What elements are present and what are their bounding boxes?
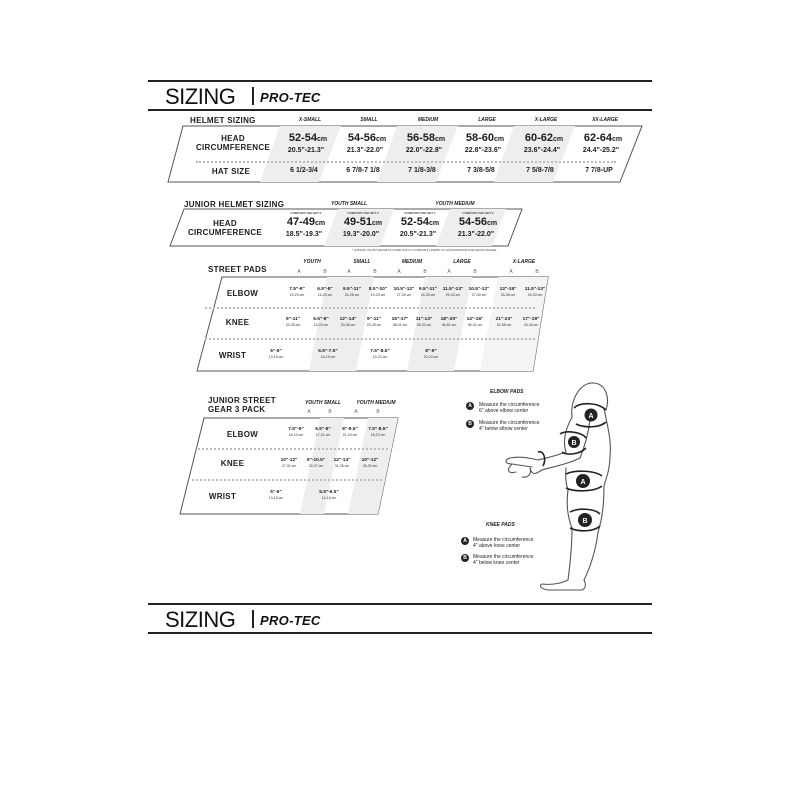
cell-inches: 8.5"-10" bbox=[368, 287, 388, 292]
hat-size-value: 7 5/8-7/8 bbox=[526, 167, 554, 174]
comfort-pad-tag: COMFORT PAD SET 2 bbox=[462, 211, 494, 215]
elbow-badge-a-icon: A bbox=[466, 402, 474, 410]
junior-wrist-label: WRIST bbox=[208, 492, 237, 501]
helmet-cm-number: 62-64 bbox=[583, 132, 612, 144]
helmet-sizing-title: HELMET SIZING bbox=[190, 116, 256, 125]
junior-cm-number: 49-51 bbox=[343, 216, 372, 228]
cell-inches: 9"-11" bbox=[367, 317, 381, 322]
cell-inches: 9"-11" bbox=[286, 317, 300, 322]
helmet-cm-unit: cm bbox=[553, 136, 564, 143]
cell-inches: 6.5"-8" bbox=[315, 427, 331, 432]
cell-cm: 19-23 cm bbox=[370, 292, 386, 297]
helmet-head-label: HEAD CIRCUMFERENCE bbox=[195, 134, 271, 152]
cell-inches: 8"-9" bbox=[425, 349, 437, 354]
junior-street-col-youth-small: YOUTH SMALL bbox=[304, 400, 342, 406]
junior-knee-label: KNEE bbox=[220, 459, 245, 468]
junior-helmet-col-youth-medium: YOUTH MEDIUM bbox=[435, 201, 475, 207]
cell-inches: 7.5"-8.5" bbox=[368, 427, 388, 432]
cell-inches: 17"-19" bbox=[522, 317, 540, 322]
helmet-col-header: SMALL bbox=[360, 117, 378, 123]
street-col-header: YOUTH bbox=[303, 259, 321, 265]
cell-cm: 16-19 cm bbox=[320, 354, 336, 359]
svg-text:B: B bbox=[571, 440, 577, 447]
cell-inches: 11.5"-13" bbox=[524, 287, 546, 292]
cell-inches: 11.5"-13" bbox=[442, 287, 464, 292]
cell-cm: 24-28 cm bbox=[420, 292, 436, 297]
helmet-inch-value: 23.6"-24.4" bbox=[523, 147, 561, 154]
elbow-pads-title: ELBOW PADS bbox=[490, 389, 524, 395]
cell-inches: 8"-9.5" bbox=[342, 427, 358, 432]
junior-cm-number: 54-56 bbox=[458, 216, 487, 228]
street-col-header: MEDIUM bbox=[401, 259, 423, 265]
cell-inches: 10.5"-12" bbox=[393, 287, 415, 292]
cell-inches: 6.5"-8" bbox=[313, 317, 329, 322]
cell-cm: 18-23 cm bbox=[370, 432, 386, 437]
street-elbow-label: ELBOW bbox=[226, 289, 259, 298]
helmet-col-header: MEDIUM bbox=[417, 117, 439, 123]
hat-size-label: HAT SIZE bbox=[211, 167, 251, 176]
cell-inches: 15"-17" bbox=[391, 317, 409, 322]
knee-badge-b-icon: B bbox=[461, 554, 469, 562]
cell-inches: 7.5"-9" bbox=[289, 287, 305, 292]
street-col-b: B bbox=[323, 269, 327, 275]
cell-cm: 27-30 cm bbox=[471, 292, 487, 297]
cell-cm: 14-16 cm bbox=[321, 495, 337, 500]
helmet-cm-unit: cm bbox=[317, 136, 328, 143]
cell-inches: 5.5"-6.5" bbox=[319, 490, 339, 495]
junior-inch-value: 18.5"-19.3" bbox=[285, 231, 323, 238]
junior-elbow-label: ELBOW bbox=[226, 430, 259, 439]
street-col-b: B bbox=[473, 269, 477, 275]
helmet-cm-number: 52-54 bbox=[288, 132, 317, 144]
junior-cm-unit: cm bbox=[429, 220, 440, 227]
junior-helmet-title: JUNIOR HELMET SIZING bbox=[184, 200, 285, 209]
cell-cm: 13-15 cm bbox=[268, 495, 284, 500]
cell-inches: 9.5"-11" bbox=[419, 287, 437, 292]
cell-cm: 28-33 cm bbox=[416, 322, 432, 327]
cell-cm: 52-58 cm bbox=[496, 322, 512, 327]
junior-cm-number: 52-54 bbox=[400, 216, 429, 228]
street-col-b: B bbox=[535, 269, 539, 275]
junior-street-col-b: B bbox=[328, 409, 332, 415]
cell-cm: 19-23 cm bbox=[289, 292, 305, 297]
cell-inches: 10.5"-12" bbox=[468, 287, 490, 292]
comfort-pad-tag: COMFORT PAD SET 1 bbox=[404, 211, 436, 215]
svg-text:B: B bbox=[582, 518, 588, 525]
helmet-cm-number: 56-58 bbox=[406, 132, 435, 144]
cell-cm: 27-30 cm bbox=[396, 292, 412, 297]
street-col-header: SMALL bbox=[353, 259, 371, 265]
hat-size-value: 7 3/8-5/8 bbox=[467, 167, 495, 174]
street-pads-title: STREET PADS bbox=[208, 265, 267, 274]
helmet-cm-unit: cm bbox=[612, 136, 623, 143]
cell-cm: 18-23 cm bbox=[288, 432, 304, 437]
cell-inches: 7.5"-9" bbox=[288, 427, 304, 432]
hat-size-value: 7 7/8-UP bbox=[585, 167, 613, 174]
street-col-a: A bbox=[397, 269, 401, 275]
helmet-cm-unit: cm bbox=[376, 136, 387, 143]
cell-inches: 13"-15" bbox=[499, 287, 517, 292]
helmet-inch-value: 24.4"-25.2" bbox=[582, 147, 620, 154]
helmet-cm-number: 54-56 bbox=[347, 132, 376, 144]
comfort-pad-tag: COMFORT PAD SET 2 bbox=[347, 211, 379, 215]
cell-cm: 13-15 cm bbox=[268, 354, 284, 359]
cell-cm: 30-36 cm bbox=[340, 322, 356, 327]
knee-badge-a-icon: A bbox=[461, 537, 469, 545]
helmet-inch-value: 21.3"-22.0" bbox=[346, 147, 384, 154]
helmet-col-header: LARGE bbox=[478, 117, 496, 123]
elbow-badge-b-icon: B bbox=[466, 420, 474, 428]
footer-title: SIZING bbox=[165, 607, 236, 632]
street-col-a: A bbox=[509, 269, 513, 275]
junior-cm-unit: cm bbox=[487, 220, 498, 227]
junior-inch-value: 21.3"-22.0" bbox=[457, 231, 495, 238]
comfort-pad-tag: COMFORT PAD SET 1 bbox=[290, 211, 322, 215]
cell-cm: 29-33 cm bbox=[527, 292, 543, 297]
cell-cm: 26-30 cm bbox=[362, 463, 378, 468]
street-knee-label: KNEE bbox=[225, 318, 250, 327]
cell-inches: 12"-14" bbox=[333, 458, 351, 463]
cell-cm: 33-38 cm bbox=[500, 292, 516, 297]
cell-inches: 6.5"-8" bbox=[317, 287, 333, 292]
cell-inches: 9.5"-11" bbox=[343, 287, 361, 292]
junior-helmet-head-label: HEAD CIRCUMFERENCE bbox=[187, 219, 263, 237]
hat-size-value: 7 1/8-3/8 bbox=[408, 167, 436, 174]
street-wrist-label: WRIST bbox=[218, 351, 247, 360]
cell-inches: 5"-6" bbox=[270, 349, 282, 354]
hat-size-value: 6 1/2-3/4 bbox=[290, 167, 318, 174]
cell-cm: 43-48 cm bbox=[523, 322, 539, 327]
cell-cm: 46-51 cm bbox=[441, 322, 457, 327]
junior-cm-unit: cm bbox=[372, 220, 383, 227]
helmet-cm-unit: cm bbox=[494, 136, 505, 143]
footer-bottom-rule bbox=[148, 632, 652, 634]
cell-cm: 23-28 cm bbox=[366, 322, 382, 327]
cell-cm: 38-41 cm bbox=[392, 322, 408, 327]
cell-inches: 10"-12" bbox=[361, 458, 379, 463]
cell-cm: 27-31 cm bbox=[281, 463, 297, 468]
junior-street-col-a: A bbox=[354, 409, 358, 415]
cell-inches: 5"-6" bbox=[270, 490, 282, 495]
helmet-inch-value: 22.0"-22.8" bbox=[405, 147, 443, 154]
helmet-inch-value: 22.8"-23.6" bbox=[464, 147, 502, 154]
cell-cm: 31-35 cm bbox=[334, 463, 350, 468]
helmet-col-header: X-SMALL bbox=[298, 117, 322, 123]
junior-helmet-note: * JUNIOR YOUTH HELMETS COME WITH 2 COMFORT LINERS TO ACCOMODATE FOR SIZING RANGE bbox=[352, 248, 497, 252]
cell-cm: 16-20 cm bbox=[317, 292, 333, 297]
cell-cm: 16-20 cm bbox=[313, 322, 329, 327]
header-title: SIZING bbox=[165, 84, 236, 109]
junior-inch-value: 20.5"-21.3" bbox=[399, 231, 437, 238]
cell-cm: 21-24 cm bbox=[342, 432, 358, 437]
helmet-cm-unit: cm bbox=[435, 136, 446, 143]
cell-inches: 14"-16" bbox=[466, 317, 484, 322]
junior-inch-value: 19.3"-20.0" bbox=[342, 231, 380, 238]
elbow-a-instruction: Measure the circumference 6" above elbow center bbox=[479, 402, 540, 414]
cell-cm: 20-23 cm bbox=[423, 354, 439, 359]
cell-cm: 23-28 cm bbox=[285, 322, 301, 327]
cell-inches: 7.5"-8.5" bbox=[370, 349, 390, 354]
helmet-cm-number: 60-62 bbox=[524, 132, 553, 144]
junior-cm-number: 47-49 bbox=[286, 216, 315, 228]
cell-inches: 9"-10.5" bbox=[306, 458, 326, 463]
header-brand-logo: PRO-TEC bbox=[260, 90, 321, 105]
junior-helmet-col-youth-small: YOUTH SMALL bbox=[330, 201, 368, 207]
cell-inches: 11"-13" bbox=[415, 317, 433, 322]
knee-a-instruction: Measure the circumference 4" above knee center bbox=[473, 537, 534, 549]
hat-size-value: 6 7/8-7 1/8 bbox=[346, 167, 380, 174]
cell-cm: 24-28 cm bbox=[344, 292, 360, 297]
cell-inches: 21"-23" bbox=[495, 317, 513, 322]
cell-inches: 12"-14" bbox=[339, 317, 357, 322]
junior-street-col-youth-medium: YOUTH MEDIUM bbox=[356, 400, 396, 406]
street-col-a: A bbox=[347, 269, 351, 275]
footer-separator bbox=[252, 610, 254, 628]
cell-cm: 19-22 cm bbox=[372, 354, 388, 359]
cell-cm: 17-21 cm bbox=[315, 432, 331, 437]
cell-inches: 18"-20" bbox=[440, 317, 458, 322]
helmet-inch-value: 20.5"-21.3" bbox=[287, 147, 325, 154]
street-col-header: LARGE bbox=[453, 259, 471, 265]
junior-street-col-b: B bbox=[376, 409, 380, 415]
knee-b-instruction: Measure the circumference 4" below knee center bbox=[473, 554, 534, 566]
street-col-b: B bbox=[373, 269, 377, 275]
junior-cm-unit: cm bbox=[315, 220, 326, 227]
footer-brand-logo: PRO-TEC bbox=[260, 613, 321, 628]
street-col-a: A bbox=[447, 269, 451, 275]
cell-cm: 36-41 cm bbox=[467, 322, 483, 327]
cell-cm: 29-33 cm bbox=[445, 292, 461, 297]
knee-pads-title: KNEE PADS bbox=[486, 522, 515, 528]
helmet-cm-number: 58-60 bbox=[465, 132, 494, 144]
cell-cm: 22-27 cm bbox=[308, 463, 324, 468]
footer-top-rule bbox=[148, 603, 652, 605]
junior-street-col-a: A bbox=[307, 409, 311, 415]
svg-text:A: A bbox=[580, 479, 586, 486]
junior-street-title: JUNIOR STREET GEAR 3 PACK bbox=[208, 396, 276, 415]
street-col-a: A bbox=[297, 269, 301, 275]
street-col-b: B bbox=[423, 269, 427, 275]
helmet-col-header: X-LARGE bbox=[534, 117, 558, 123]
street-col-header: X-LARGE bbox=[512, 259, 536, 265]
helmet-col-header: XX-LARGE bbox=[592, 117, 618, 123]
cell-inches: 10"-12" bbox=[280, 458, 298, 463]
svg-text:A: A bbox=[588, 413, 594, 420]
cell-inches: 6.5"-7.5" bbox=[318, 349, 338, 354]
elbow-b-instruction: Measure the circumference 4" below elbow center bbox=[479, 420, 540, 432]
